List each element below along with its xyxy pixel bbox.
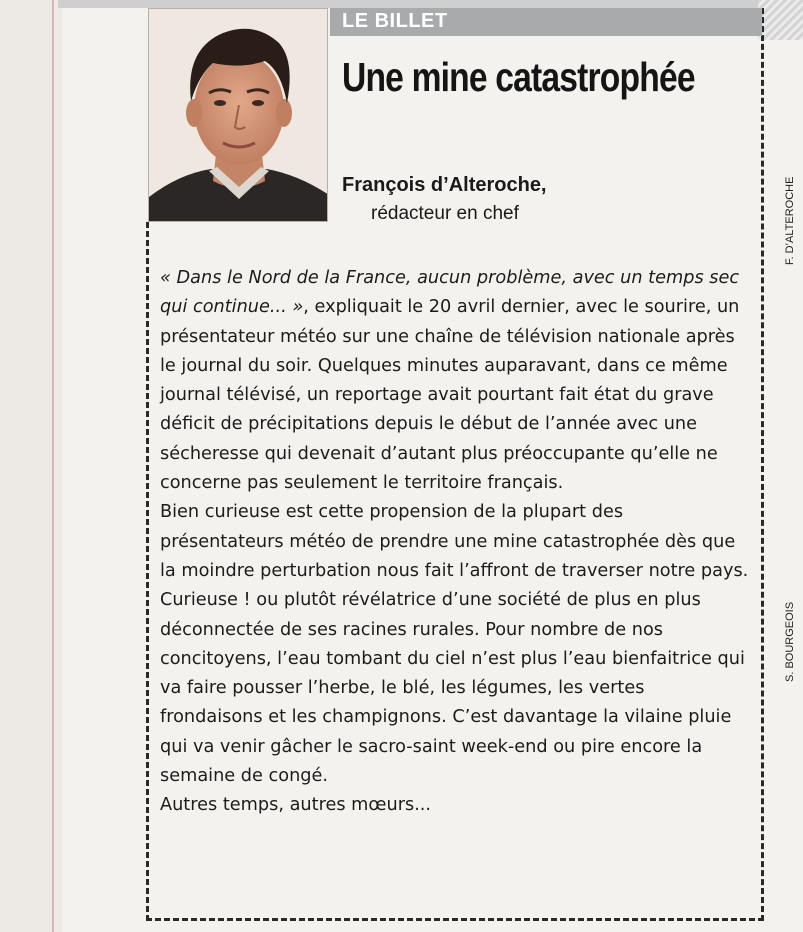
paragraph-3: Autres temps, autres mœurs...	[160, 795, 432, 816]
top-band-pattern	[758, 0, 803, 40]
paragraph-2: Bien curieuse est cette propension de la plupart des présentateurs météo de prendre une mine catastrophée dès que la moindre perturbation nous fait l’affront de traverser notre pays. Curieuse ! ou plutôt révélatrice d’une société de plus en plus déconnectée de ses racines rurales. Pour nombre de nos concitoyens, l’eau tombant du ciel n’est plus l’eau bienfaitrice qui va faire pousser l’herbe, le blé, les légumes, les vertes frondaisons et les champignons. C’est davantage la vilaine pluie qui va venir gâcher le sacro-saint week-end ou pire encore la semaine de congé.	[160, 502, 749, 787]
author-name: François d’Alteroche,	[342, 174, 547, 196]
top-band	[58, 0, 758, 8]
opening-quote: « Dans le Nord de la France, aucun problème, avec un temps sec qui continue... »	[160, 268, 740, 318]
page-fold-line	[52, 0, 54, 932]
photo-credit-other: S. BOURGEOIS	[784, 601, 796, 682]
paragraph-1	[160, 264, 752, 498]
author-role: rédacteur en chef	[371, 203, 519, 224]
article-title: Une mine catastrophée	[342, 54, 695, 100]
photo-credit-portrait: F. D’ALTEROCHE	[784, 176, 796, 265]
section-label: LE BILLET	[342, 10, 448, 32]
portrait-illustration	[149, 9, 328, 222]
author-portrait	[148, 8, 328, 222]
paragraph-1-text: , expliquait le 20 avril dernier, avec le sourire, un présentateur météo sur une chaîne de télévision nationale après le journal du soir. Quelques minutes auparavant, dans ce même journal télévisé, un reportage avait pourtant fait état du grave déficit de précipitations depuis le début de l’année avec une sécheresse qui devenait d’autant plus préoccupante qu’elle ne concerne pas seulement le territoire français.	[160, 297, 740, 494]
article-body	[160, 264, 752, 821]
article-frame-left	[146, 222, 149, 921]
